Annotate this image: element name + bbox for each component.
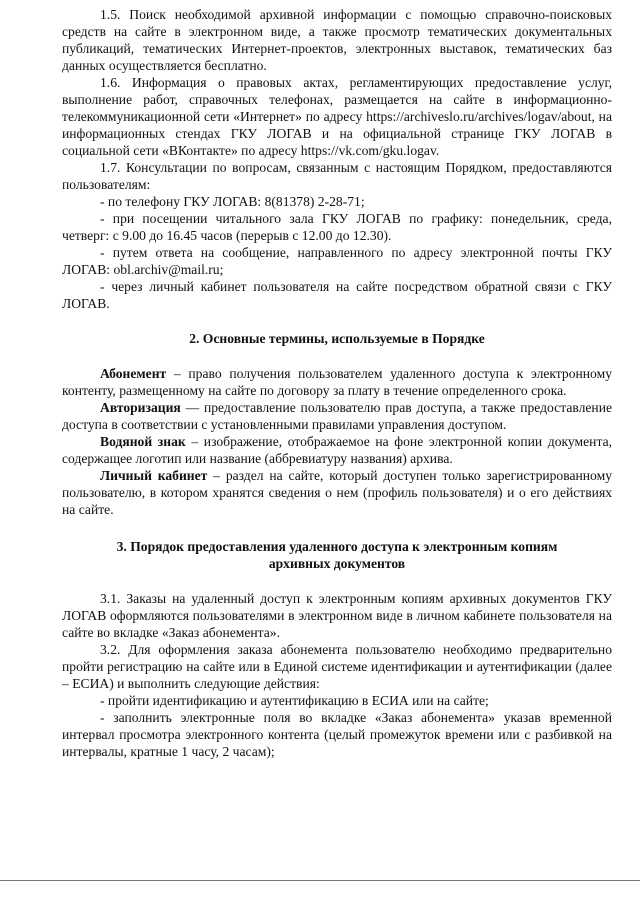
term-personal-account xyxy=(62,467,612,518)
section-3-heading-line1: 3. Порядок предоставления удаленного доступа к электронным копиям xyxy=(116,539,558,554)
section-2-heading: 2. Основные термины, используемые в Порядке xyxy=(189,331,485,346)
list-item: - по телефону ГКУ ЛОГАВ: 8(81378) 2-28-71; xyxy=(100,194,365,209)
term-subscription xyxy=(62,365,612,399)
term-definition: – раздел на сайте, который доступен только зарегистрированному пользователю, в котором хранятся сведения о нем (профиль пользователя) и о его действиях на сайте. xyxy=(62,468,612,517)
term-label: Абонемент xyxy=(100,366,167,381)
list-item: - заполнить электронные поля во вкладке «Заказ абонемента» указав временной интервал просмотра электронного контента (целый промежуток времени или с разбивкой на интервалы, кратные 1 часу, 2 часам); xyxy=(62,710,612,759)
term-label: Авторизация xyxy=(100,400,181,415)
term-label: Водяной знак xyxy=(100,434,186,449)
term-definition: – право получения пользователем удаленного доступа к электронному контенту, размещенному на сайте по договору за плату в течение определенного срока. xyxy=(62,366,612,398)
term-label: Личный кабинет xyxy=(100,468,208,483)
list-item: - пройти идентификацию и аутентификацию в ЕСИА или на сайте; xyxy=(100,693,489,708)
list-item: - путем ответа на сообщение, направленного по адресу электронной почты ГКУ ЛОГАВ: obl.archiv@mail.ru; xyxy=(62,245,612,277)
paragraph-1-6: 1.6. Информация о правовых актах, регламентирующих предоставление услуг, выполнение работ, справочных телефонах, размещается на сайте в информационно-телекоммуникационной сети «Интернет» по адресу https://archiveslo.ru/archives/logav/about, на информационных стендах ГКУ ЛОГАВ и на официальной странице ГКУ ЛОГАВ в социальной сети «ВКонтакте» по адресу https://vk.com/gku.logav. xyxy=(62,75,612,158)
list-item: - через личный кабинет пользователя на сайте посредством обратной связи с ГКУ ЛОГАВ. xyxy=(62,279,612,311)
list-item: - при посещении читального зала ГКУ ЛОГАВ по графику: понедельник, среда, четверг: с 9.00 до 16.45 часов (перерыв с 12.00 до 12.30). xyxy=(62,211,612,243)
term-authorization xyxy=(62,399,612,433)
paragraph-1-5: 1.5. Поиск необходимой архивной информации с помощью справочно-поисковых средств на сайте в электронном виде, а также просмотр тематических документальных публикаций, тематических Интернет-проектов, электронных выставок, тематических баз данных осуществляется бесплатно. xyxy=(62,7,612,73)
paragraph-3-2: 3.2. Для оформления заказа абонемента пользователю необходимо предварительно пройти регистрацию на сайте или в Единой системе идентификации и аутентификации (далее – ЕСИА) и выполнить следующие действия: xyxy=(62,642,612,691)
term-watermark xyxy=(62,433,612,467)
term-definition: – изображение, отображаемое на фоне электронной копии документа, содержащее логотип или название (аббревиатуру названия) архива. xyxy=(62,434,612,466)
term-definition: — предоставление пользователю прав доступа, а также предоставление доступа в соответствии с установленными правилами управления доступом. xyxy=(62,400,612,432)
paragraph-3-1: 3.1. Заказы на удаленный доступ к электронным копиям архивных документов ГКУ ЛОГАВ оформляются пользователями в электронном виде в личном кабинете пользователя на сайте во вкладке «Заказ абонемента». xyxy=(62,591,612,640)
paragraph-1-7: 1.7. Консультации по вопросам, связанным с настоящим Порядком, предоставляются пользователям: xyxy=(62,160,612,192)
section-3-heading xyxy=(62,538,612,572)
page-edge-line xyxy=(0,880,640,881)
section-3-heading-line2: архивных документов xyxy=(268,556,406,571)
